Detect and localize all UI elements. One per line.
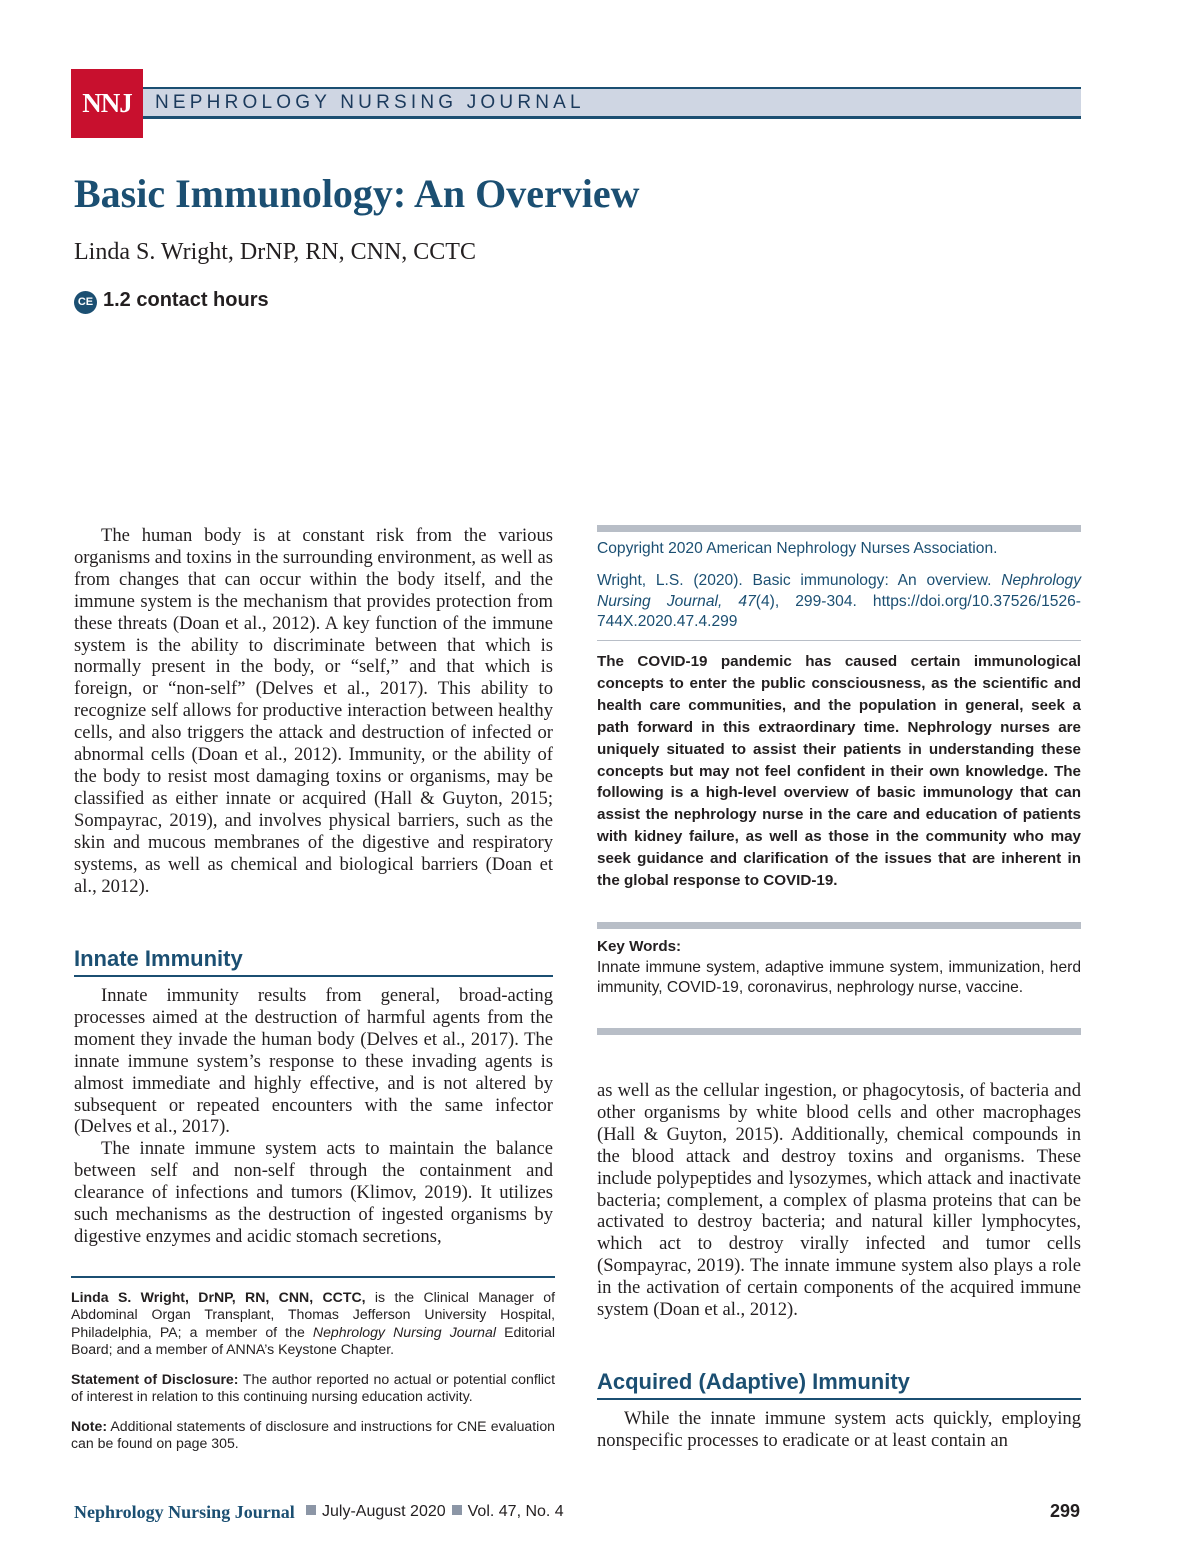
footer-volume: Vol. 47, No. 4 xyxy=(467,1503,564,1520)
separator-square-icon xyxy=(452,1505,462,1515)
innate-continued-paragraph: as well as the cellular ingestion, or phagocytosis, of bacteria and other organisms by white blood cells and other macrophages (Hall & Guyton, 2015). Additionally, chemical compounds in the blood attack and destroy toxins and organisms. These include polypeptides and lysozymes, which attack and inactivate bacteria; complement, a complex of plasma proteins that can be activated to destroy bacteria; and natural killer lymphocytes, which act to destroy virally infected and tumor cells (Sompayrac, 2019). The innate immune system also plays a role in the activation of certain components of the acquired immune system (Doan et al., 2012). xyxy=(597,1080,1081,1321)
innate-paragraph-2: The innate immune system acts to maintain the balance between self and non-self through the containment and clearance of infections and tumors (Klimov, 2019). It utilizes such mechanisms as the destruction of ingested organisms by digestive enzymes and acidic stomach secretions, xyxy=(74,1138,553,1247)
acquired-paragraph: While the innate immune system acts quickly, employing nonspecific processes to eradicate or at least contain an xyxy=(597,1408,1081,1451)
separator-square-icon xyxy=(306,1505,316,1515)
abstract: The COVID-19 pandemic has caused certain immunological concepts to enter the public consciousness, as the scientific and health care communities, and the population in general, seek a path forward in this extraordinary time. Nephrology nurses are uniquely situated to assist their patients in understanding these concepts but may not feel confident in their own knowledge. The following is a high-level overview of basic immunology that can assist the nephrology nurse in the care and education of patients with kidney failure, as well as those in the community who may seek guidance and clarification of the issues that are inherent in the global response to COVID-19. xyxy=(597,653,1081,890)
footer-issue-date: July-August 2020 xyxy=(322,1503,446,1520)
innate-immunity-heading: Innate Immunity xyxy=(74,946,243,971)
page-number: 299 xyxy=(1049,1501,1080,1521)
sidebar-bottom-bar xyxy=(597,1028,1081,1035)
disclosure-footnote xyxy=(71,1371,555,1406)
keywords-list: Innate immune system, adaptive immune system, immunization, herd immunity, COVID-19, coronavirus, nephrology nurse, vaccine. xyxy=(597,959,1081,997)
disclosure-text: The author reported no actual or potential conflict of interest in relation to this continuing nursing education activity. xyxy=(71,1371,555,1405)
journal-logo: NNJ xyxy=(71,69,143,138)
citation-journal: Nephrology Nursing Journal, 47 xyxy=(597,572,1081,610)
citation xyxy=(597,571,1081,633)
heading-rule xyxy=(597,1398,1081,1400)
footer-issue-info xyxy=(300,1503,564,1521)
sidebar-top-bar xyxy=(597,525,1081,532)
innate-section-body xyxy=(74,985,553,1248)
sidebar-middle-bar xyxy=(597,922,1081,929)
footnote-author-bio-end: Editorial Board; and a member of ANNA’s Keystone Chapter. xyxy=(71,1323,555,1357)
footnote-author-bio: is the Clinical Manager of Abdominal Organ Transplant, Thomas Jefferson University Hospital, Philadelphia, PA; a member of the xyxy=(71,1289,555,1340)
contact-hours: 1.2 contact hours xyxy=(103,289,269,311)
disclosure-label: Statement of Disclosure: xyxy=(71,1371,239,1387)
acquired-immunity-heading: Acquired (Adaptive) Immunity xyxy=(597,1369,910,1394)
note-footnote xyxy=(71,1418,555,1453)
journal-name: NEPHROLOGY NURSING JOURNAL xyxy=(155,92,585,113)
intro-paragraph: The human body is at constant risk from the various organisms and toxins in the surrounding environment, as well as from changes that can occur within the body itself, and the immune system is the mechanism that provides protection from these threats (Doan et al., 2012). A key function of the immune system is the ability to discriminate between that which is normally present in the body, or “self,” and that which is foreign, or “non-self” (Delves et al., 2017). This ability to recognize self allows for productive interaction between healthy cells, and also triggers the attack and destruction of infected or abnormal cells (Doan et al., 2012). Immunity, or the ability of the body to resist most damaging toxins or organisms, may be classified as either innate or acquired (Hall & Guyton, 2015; Sompayrac, 2019), and involves physical barriers, such as the skin and mucous membranes of the digestive and respiratory systems, as well as chemical and biological barriers (Doan et al., 2012). xyxy=(74,525,553,897)
heading-rule xyxy=(74,975,553,977)
footnote-author-name: Linda S. Wright, DrNP, RN, CNN, CCTC, xyxy=(71,1289,366,1305)
author-byline: Linda S. Wright, DrNP, RN, CNN, CCTC xyxy=(74,239,476,265)
citation-doi[interactable]: (4), 299-304. https://doi.org/10.37526/1526-744X.2020.47.4.299 xyxy=(597,592,1081,630)
footnote-rule xyxy=(71,1276,555,1278)
note-text: Additional statements of disclosure and instructions for CNE evaluation can be found on page 305. xyxy=(71,1418,555,1452)
ce-icon: CE xyxy=(74,291,97,314)
footnote-journal-name: Nephrology Nursing Journal xyxy=(312,1323,496,1340)
note-label: Note: xyxy=(71,1418,108,1434)
innate-paragraph-1: Innate immunity results from general, broad-acting processes aimed at the destruction of harmful agents from the moment they invade the human body (Delves et al., 2017). The innate immune system’s response to these invading agents is almost immediate and highly effective, and is not altered by subsequent or repeated encounters with the same infector (Delves et al., 2017). xyxy=(74,985,553,1138)
author-footnote xyxy=(71,1289,555,1358)
article-title: Basic Immunology: An Overview xyxy=(74,171,640,216)
copyright-line: Copyright 2020 American Nephrology Nurses Association. xyxy=(597,540,998,557)
citation-text: Wright, L.S. (2020). Basic immunology: An overview. xyxy=(597,572,1002,589)
keywords-label: Key Words: xyxy=(597,938,682,955)
citation-rule xyxy=(597,640,1081,641)
footer-journal-name: Nephrology Nursing Journal xyxy=(74,1502,295,1522)
